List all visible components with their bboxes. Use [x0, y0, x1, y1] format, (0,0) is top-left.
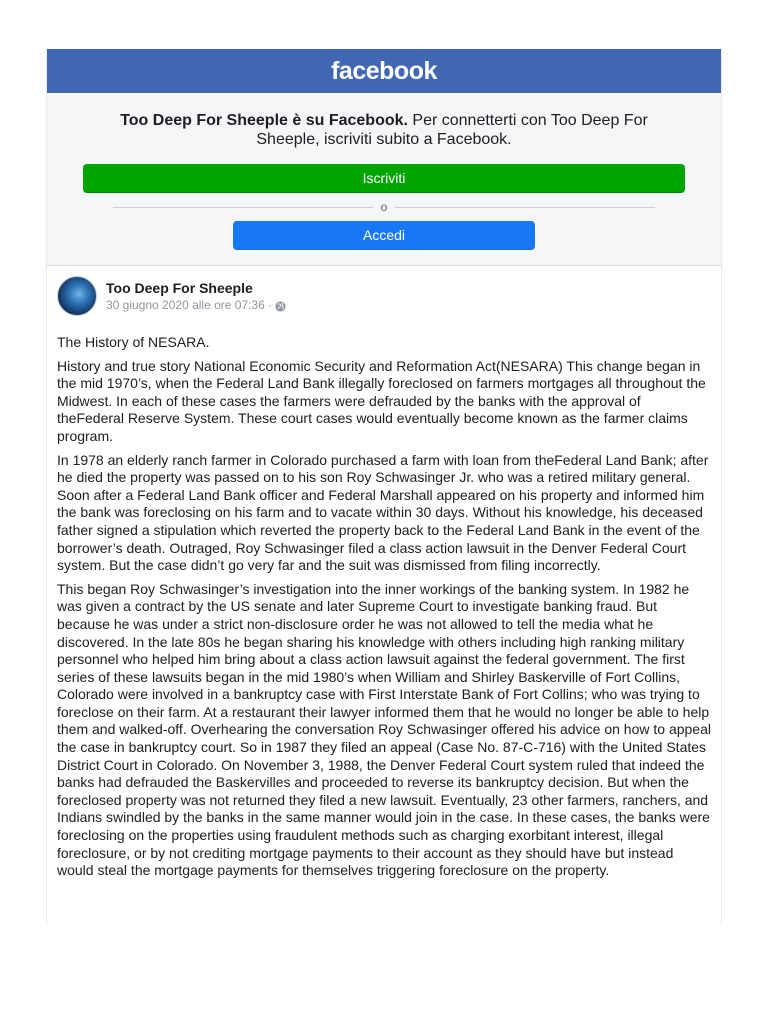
page-name-promo: Too Deep For Sheeple è su Facebook.: [120, 112, 408, 129]
facebook-embed: [46, 49, 722, 925]
signup-panel: [47, 93, 721, 266]
post-author[interactable]: Too Deep For Sheeple: [106, 280, 253, 296]
top-bar: [47, 49, 721, 93]
divider-line-left: [113, 207, 373, 208]
post-paragraph-3: In 1978 an elderly ranch farmer in Colorado purchased a farm with loan from theFederal Land Bank; after he died the property was passed on to his son Roy Schwasinger Jr. who was a retired military general. Soon after a Federal Land Bank officer and Federal Marshall appeared on his property and informed him the bank was foreclosing on his farm and to vacate within 30 days. Without his knowledge, his deceased father signed a stipulation which reverted the property back to the Federal Land Bank in the event of the borrower’s death. Outraged, Roy Schwasinger filed a class action lawsuit in the Denver Federal Court system. But the case didn’t go very far and the suit was dismissed from filing incorrectly.: [57, 451, 709, 574]
post-header: [57, 276, 711, 322]
or-label: o: [380, 200, 388, 214]
post-body: [57, 334, 711, 880]
signup-button-label: Iscriviti: [362, 170, 406, 186]
globe-icon: [275, 300, 286, 311]
promo-rest: Per connetterti con Too Deep For Sheeple, iscriviti subito a Facebook.: [256, 112, 648, 148]
post-paragraph-4: This began Roy Schwasinger’s investigation into the inner workings of the banking system. In 1982 he was given a contract by the US senate and later Supreme Court to investigate banking fraud. But because he was under a strict non-disclosure order he was not allowed to tell the media what he discovered. In the late 80s he began sharing his knowledge with others including high ranking military personnel who helped him bring about a class action lawsuit against the federal government. The first series of these lawsuits began in the mid 1980’s when William and Shirley Baskerville of Fort Collins, Colorado were involved in a bankruptcy case with First Interstate Bank of Fort Collins; who was trying to foreclose on their farm. At a restaurant their lawyer informed them that he would no longer be able to help them and walked-off. Overhearing the conversation Roy Schwasinger offered his advice on how to appeal the case in bankruptcy court. So in 1987 they filed an appeal (Case No. 87-C-716) with the United States District Court in Colorado. On November 3, 1988, the Denver Federal Court system ruled that indeed the banks had defrauded the Baskervilles and proceeded to reverse its bankruptcy decision. But when the foreclosed property was not returned they filed a new lawsuit. Eventually, 23 other farmers, ranchers, and Indians swindled by the banks in the same manner would join in the case. In these cases, the banks were foreclosing on the properties using fraudulent methods such as charging exorbitant interest, illegal foreclosure, or by not crediting mortgage payments to their account as they should have but instead would steal the mortgage payments for themselves triggering foreclosure on the property.: [57, 580, 711, 879]
author-block: [106, 280, 286, 313]
post: [47, 266, 721, 880]
facebook-logo[interactable]: facebook: [331, 56, 437, 85]
divider-line-right: [395, 207, 655, 208]
signup-promo-text: [47, 111, 721, 149]
login-button-label: Accedi: [362, 227, 406, 243]
login-button[interactable]: [233, 221, 535, 250]
post-paragraph-2: History and true story National Economic Security and Reformation Act(NESARA) This change began in the mid 1970’s, when the Federal Land Bank illegally foreclosed on farmers mortgages all throughout the Midwest. In each of these cases the farmers were defrauded by the banks with the approval of theFederal Reserve System. These court cases would eventually become known as the farmer claims program.: [57, 357, 706, 444]
or-divider: [113, 197, 655, 217]
post-meta: [106, 297, 286, 313]
signup-button[interactable]: [83, 164, 685, 193]
post-paragraph-1: The History of NESARA.: [57, 334, 210, 350]
page-avatar[interactable]: [57, 276, 97, 316]
post-timestamp[interactable]: 30 giugno 2020 alle ore 07:36 ·: [106, 298, 273, 312]
